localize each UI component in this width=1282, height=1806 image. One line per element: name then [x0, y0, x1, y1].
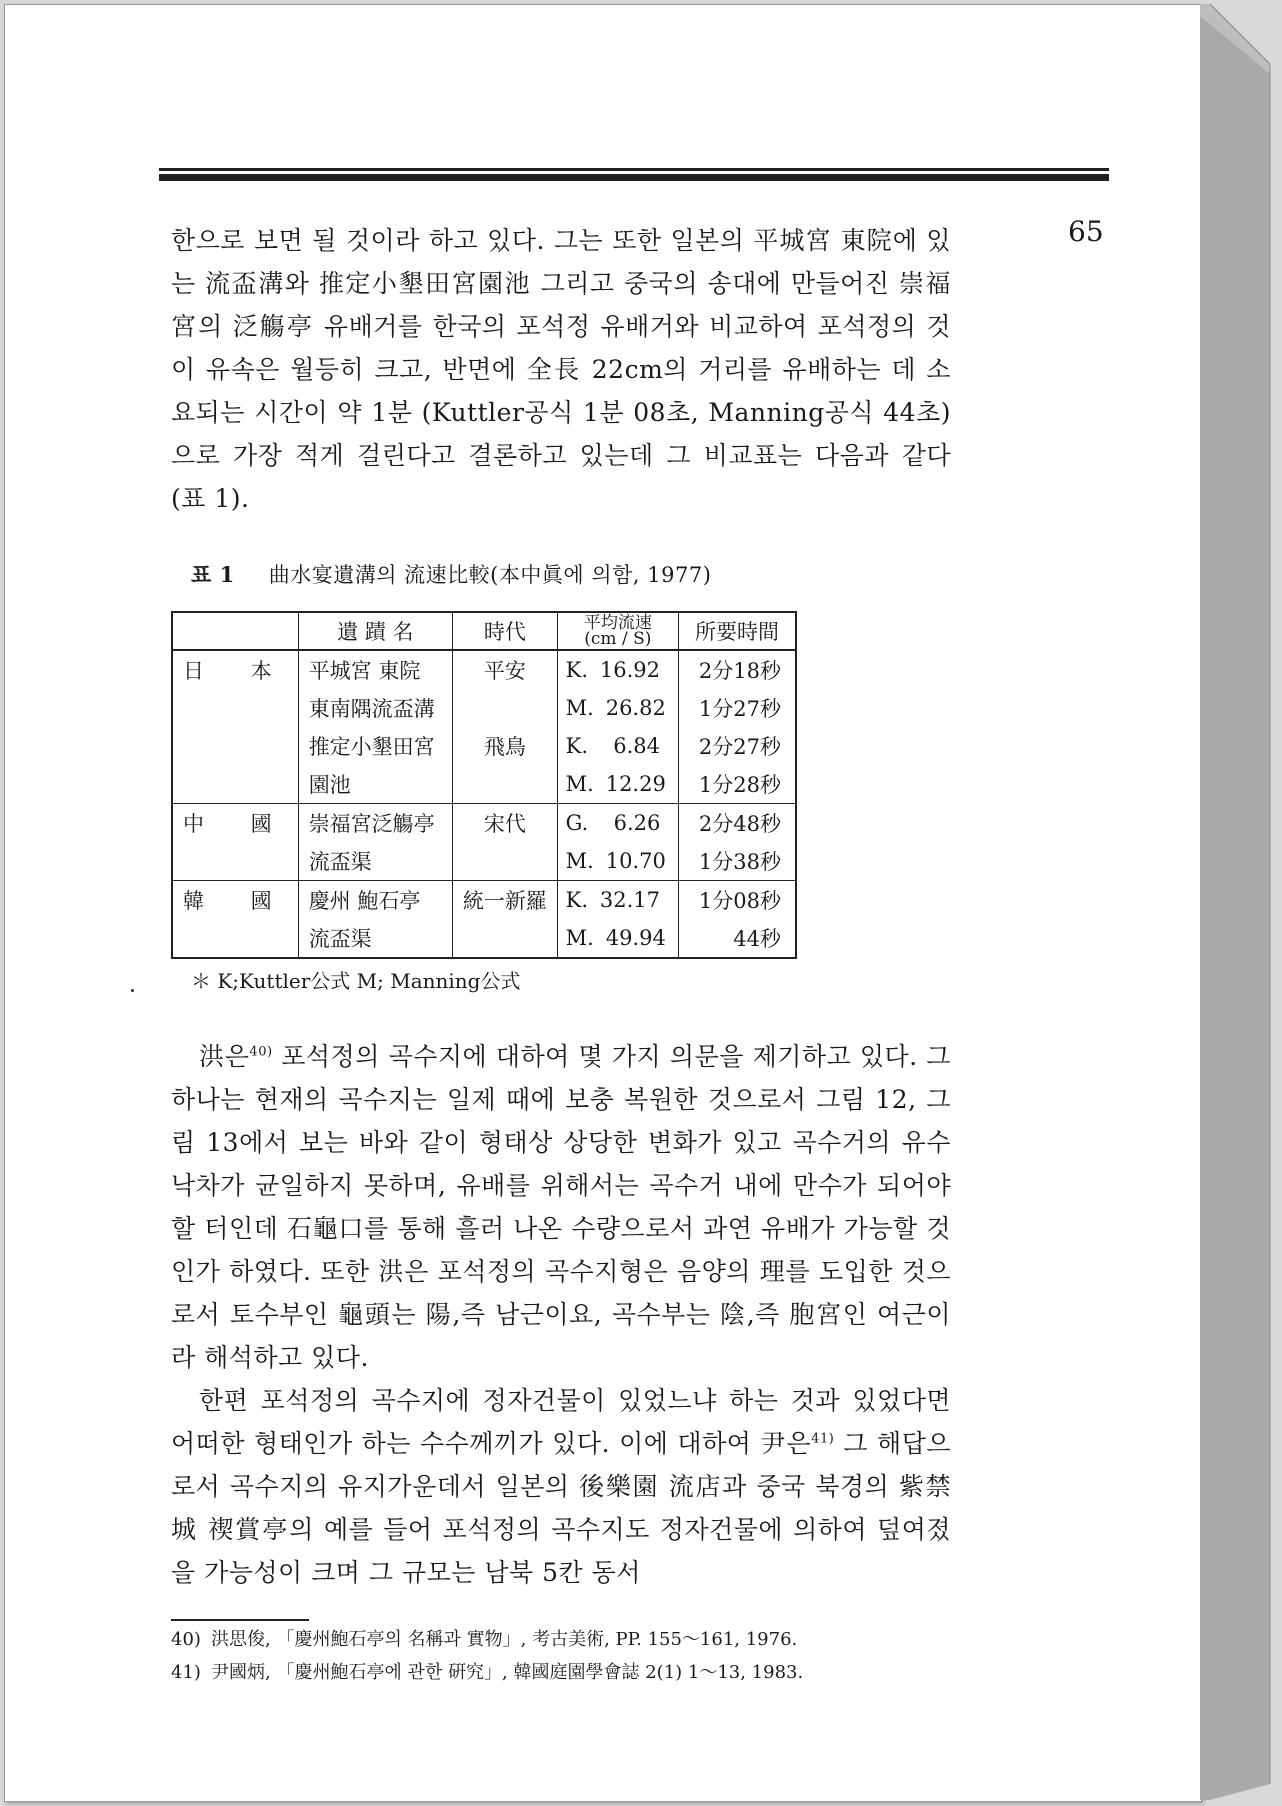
cell-speed	[557, 842, 678, 881]
footnote-ref-41: 41)	[811, 1431, 835, 1447]
footnote-41	[171, 1656, 803, 1689]
footnote-40	[171, 1623, 803, 1656]
cell-era	[453, 765, 558, 804]
table-row	[172, 919, 796, 958]
table-row	[172, 842, 796, 881]
cell-site: 東南隅流盃溝	[298, 689, 452, 727]
footnote-text: 尹國炳, 「慶州鮑石亭에 관한 硏究」, 韓國庭園學會誌 2(1) 1〜13, 1983.	[211, 1662, 804, 1683]
cell-era: 統一新羅	[453, 881, 558, 920]
cell-speed	[557, 919, 678, 958]
header-rule-thick	[159, 174, 1109, 181]
cell-speed	[557, 804, 678, 843]
table-row	[172, 727, 796, 765]
header-speed-line2: (cm / S)	[584, 629, 652, 649]
cell-era: 飛鳥	[453, 727, 558, 765]
paragraph-2	[171, 1035, 951, 1379]
speed-value: 49.94	[605, 926, 666, 950]
table-row	[172, 804, 796, 843]
footnote-text: 洪思俊, 「慶州鮑石亭의 名稱과 實物」, 考古美術, PP. 155〜161, 1976.	[211, 1629, 798, 1650]
book-edge-3d	[1200, 4, 1274, 1800]
speed-method: M.	[565, 772, 594, 796]
paragraph-1-text: 한으로 보면 될 것이라 하고 있다. 그는 또한 일본의 平城宮 東院에 있는 流盃溝와 推定小墾田宮園池 그리고 중국의 송대에 만들어진 崇福宮의 泛觴亭 유배거를 한국의 포석정 유배거와 비교하여 포석정의 것이 유속은 월등히 크고, 반면에 全長 22cm의 거리를 유배하는 데 소요되는 시간이 약 1분 (Kuttler공식 1분 08초, Manning공식 44초)으로 가장 적게 걸린다고 결론하고 있는데 그 비교표는 다음과 같다 (표 1).	[171, 226, 951, 513]
table-row	[172, 650, 796, 689]
paragraph-3-start: 한편 포석정의 곡수지에 정자건물이 있었느냐 하는 것과 있었다면 어떠한 형태인가 하는 수수께끼가 있다. 이에 대하여 尹은	[171, 1386, 951, 1458]
footnote-ref-40: 40)	[249, 1044, 273, 1060]
footnote-number: 40)	[171, 1629, 201, 1650]
cell-country	[172, 919, 298, 958]
cell-site: 推定小墾田宮	[298, 727, 452, 765]
cell-era: 平安	[453, 650, 558, 689]
speed-value: 32.17	[599, 888, 661, 912]
cell-site: 平城宮 東院	[298, 650, 452, 689]
speed-method: K.	[565, 734, 589, 758]
cell-site: 流盃渠	[298, 842, 452, 881]
header-rule-thin	[159, 168, 1109, 171]
paragraph-1	[171, 219, 951, 520]
cell-country	[172, 689, 298, 727]
speed-method: M.	[565, 849, 594, 873]
header-era: 時代	[453, 612, 558, 650]
cell-country: 中 國	[172, 804, 298, 843]
cell-time: 2分18秒	[679, 650, 796, 689]
speed-method: M.	[565, 926, 594, 950]
cell-time: 2分48秒	[679, 804, 796, 843]
header-speed-line1: 平均流速	[583, 613, 652, 633]
table-row	[172, 881, 796, 920]
footnotes	[171, 1623, 803, 1689]
table-caption-text: 曲水宴遺溝의 流速比較(本中眞에 의함, 1977)	[268, 563, 712, 587]
cell-country	[172, 842, 298, 881]
cell-time: 2分27秒	[679, 727, 796, 765]
footnote-number: 41)	[171, 1662, 201, 1683]
cell-time: 44秒	[679, 919, 796, 958]
cell-country: 日 本	[172, 650, 298, 689]
cell-country	[172, 727, 298, 765]
scan-speck	[131, 989, 134, 992]
cell-era	[453, 689, 558, 727]
speed-value: 10.70	[605, 849, 666, 873]
paragraph-2-rest: 포석정의 곡수지에 대하여 몇 가지 의문을 제기하고 있다. 그 하나는 현재의 곡수지는 일제 때에 보충 복원한 것으로서 그림 12, 그림 13에서 보는 바와 같이 형태상 상당한 변화가 있고 곡수거의 유수낙차가 균일하지 못하며, 유배를 위해서는 곡수거 내에 만수가 되어야 할 터인데 石龜口를 통해 흘러 나온 수량으로서 과연 유배가 가능할 것인가 하였다. 또한 洪은 포석정의 곡수지형은 음양의 理를 도입한 것으로서 토수부인 龜頭는 陽,즉 남근이요, 곡수부는 陰,즉 胞宮인 여근이라 해석하고 있다.	[171, 1042, 951, 1372]
cell-era	[453, 919, 558, 958]
speed-value: 16.92	[599, 658, 661, 682]
cell-speed	[557, 650, 678, 689]
paragraph-2-3	[171, 1035, 951, 1594]
cell-speed	[557, 689, 678, 727]
book-page	[4, 4, 1202, 1802]
header-site: 遺 蹟 名	[298, 612, 452, 650]
speed-value: 6.84	[613, 734, 661, 758]
cell-time: 1分28秒	[679, 765, 796, 804]
footnote-rule	[171, 1619, 309, 1621]
cell-era: 宋代	[453, 804, 558, 843]
cell-time: 1分38秒	[679, 842, 796, 881]
cell-country: 韓 國	[172, 881, 298, 920]
cell-site: 園池	[298, 765, 452, 804]
cell-site: 流盃渠	[298, 919, 452, 958]
page-number: 65	[1068, 215, 1104, 248]
header-country	[172, 612, 298, 650]
book-edge-shape	[1200, 4, 1274, 1800]
cell-speed	[557, 881, 678, 920]
cell-speed	[557, 765, 678, 804]
speed-method: K.	[565, 888, 589, 912]
table-caption	[191, 559, 711, 589]
cell-speed	[557, 727, 678, 765]
speed-method: G.	[565, 811, 589, 835]
cell-country	[172, 765, 298, 804]
paragraph-3-rest: 그 해답으로서 곡수지의 유지가운데서 일본의 後樂園 流店과 중국 북경의 紫禁城 禊賞亭의 예를 들어 포석정의 곡수지도 정자건물에 의하여 덮여졌을 가능성이 크며 그 규모는 남북 5칸 동서	[171, 1429, 951, 1587]
cell-site: 崇福宮泛觴亭	[298, 804, 452, 843]
flow-speed-table	[171, 611, 797, 959]
speed-value: 6.26	[613, 811, 661, 835]
cell-era	[453, 842, 558, 881]
cell-time: 1分08秒	[679, 881, 796, 920]
cell-site: 慶州 鮑石亭	[298, 881, 452, 920]
paragraph-2-start: 洪은	[199, 1042, 250, 1071]
table-note: ＊ K;Kuttler公式 M; Manning公式	[191, 969, 521, 993]
table-row	[172, 689, 796, 727]
header-time: 所要時間	[679, 612, 796, 650]
paragraph-3	[171, 1379, 951, 1594]
header-speed	[557, 612, 678, 650]
table-caption-number: 표 1	[191, 562, 235, 587]
table-row	[172, 765, 796, 804]
speed-value: 26.82	[605, 696, 666, 720]
speed-method: M.	[565, 696, 594, 720]
cell-time: 1分27秒	[679, 689, 796, 727]
speed-method: K.	[565, 658, 589, 682]
table-header-row	[172, 612, 796, 650]
speed-value: 12.29	[605, 772, 666, 796]
